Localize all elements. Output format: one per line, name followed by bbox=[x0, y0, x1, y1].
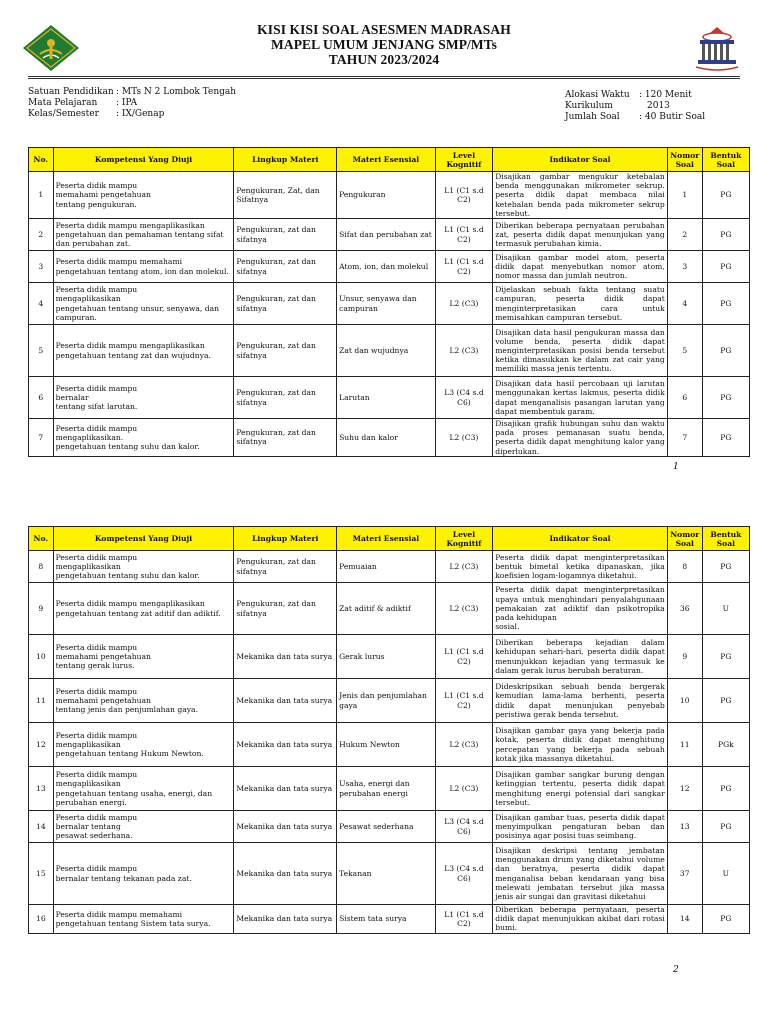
nomor-cell: 12 bbox=[667, 767, 702, 811]
lingkup-cell: Mekanika dan tata surya bbox=[234, 723, 337, 767]
lingkup-cell: Mekanika dan tata surya bbox=[234, 843, 337, 905]
table-row bbox=[29, 843, 750, 905]
materi-cell: Suhu dan kalor bbox=[337, 419, 436, 457]
lingkup-cell: Pengukuran, zat dan sifatnya bbox=[234, 283, 337, 325]
kompetensi-cell: Peserta didik mampu memahami pengetahuan tentang pengukuran. bbox=[53, 172, 234, 219]
table-row bbox=[29, 219, 750, 251]
level-cell: L1 (C1 s.d C2) bbox=[435, 679, 493, 723]
lingkup-cell: Mekanika dan tata surya bbox=[234, 767, 337, 811]
lingkup-cell: Pengukuran, zat dan sifatnya bbox=[234, 251, 337, 283]
materi-cell: Pemuaian bbox=[337, 551, 436, 583]
level-cell: L2 (C3) bbox=[435, 325, 493, 377]
row-number: 11 bbox=[29, 679, 54, 723]
page-number: 1 bbox=[673, 462, 679, 472]
indikator-cell: Disajikan gambar model atom, peserta didik dapat menyebutkan nomor atom, nomor massa dan jumlah neutron. bbox=[493, 251, 668, 283]
indikator-cell: Disajikan gambar tuas, peserta didik dapat menyimpulkan pengaturan beban dan posisinya agar posisi tuas seimbang. bbox=[493, 811, 668, 843]
info-label: Alokasi Waktu bbox=[565, 90, 630, 100]
materi-cell: Sistem tata surya bbox=[337, 905, 436, 934]
table-header-row bbox=[29, 527, 750, 551]
materi-cell: Unsur, senyawa dan campuran bbox=[337, 283, 436, 325]
row-number: 4 bbox=[29, 283, 54, 325]
table-row bbox=[29, 679, 750, 723]
indikator-cell: Disajikan data hasil percobaan uji larutan menggunakan kertas lakmus, peserta didik dapat menganalisis pasangan larutan yang dapat membentuk garam. bbox=[493, 377, 668, 419]
bentuk-cell: PG bbox=[702, 679, 749, 723]
indikator-cell: Disajikan grafik hubungan suhu dan waktu pada proses pemanasan suatu benda, peserta didik dapat menghitung kalor yang diperlukan. bbox=[493, 419, 668, 457]
nomor-cell: 2 bbox=[667, 219, 702, 251]
header-rule-top bbox=[28, 76, 740, 77]
materi-cell: Gerak lurus bbox=[337, 635, 436, 679]
lingkup-cell: Pengukuran, zat dan sifatnya bbox=[234, 419, 337, 457]
lingkup-cell: Mekanika dan tata surya bbox=[234, 635, 337, 679]
materi-cell: Pesawat sederhana bbox=[337, 811, 436, 843]
level-cell: L2 (C3) bbox=[435, 723, 493, 767]
column-header: Kompetensi Yang Diuji bbox=[53, 148, 234, 172]
indikator-cell: Peserta didik dapat menginterpretasikan upaya untuk menghindari penyalahgunaan pemakaian zat adiktif dan psikotropika pada kehidupan sosial. bbox=[493, 583, 668, 635]
header-title: KISI KISI SOAL ASESMEN MADRASAH bbox=[257, 22, 511, 37]
header-year: TAHUN 2023/2024 bbox=[328, 52, 440, 67]
lingkup-cell: Pengukuran, zat dan sifatnya bbox=[234, 219, 337, 251]
lingkup-cell: Pengukuran, zat dan sifatnya bbox=[234, 551, 337, 583]
bentuk-cell: PG bbox=[702, 635, 749, 679]
level-cell: L2 (C3) bbox=[435, 583, 493, 635]
materi-cell: Pengukuran bbox=[337, 172, 436, 219]
lingkup-cell: Pengukuran, zat dan sifatnya bbox=[234, 377, 337, 419]
kisi-table-page-1 bbox=[28, 147, 750, 457]
lingkup-cell: Pengukuran, Zat, dan Sifatnya bbox=[234, 172, 337, 219]
info-right bbox=[565, 90, 705, 123]
column-header: No. bbox=[29, 527, 54, 551]
indikator-cell: Diberikan beberapa pernyataan, peserta didik dapat menunjukkan akibat dari rotasi bumi. bbox=[493, 905, 668, 934]
column-header: No. bbox=[29, 148, 54, 172]
column-header: Nomor Soal bbox=[667, 527, 702, 551]
column-header: Level Kognitif bbox=[435, 527, 493, 551]
level-cell: L1 (C1 s.d C2) bbox=[435, 251, 493, 283]
kompetensi-cell: Peserta didik mampu mengaplikasikan pengetahuan tentang zat dan wujudnya. bbox=[53, 325, 234, 377]
kompetensi-cell: Peserta didik mampu mengaplikasikan pengetahuan tentang Hukum Newton. bbox=[53, 723, 234, 767]
indikator-cell: Dideskripsikan sebuah benda bergerak kemudian lama-lama berhenti, peserta didik dapat menunjukan penyebab peristiwa gerak benda tersebut. bbox=[493, 679, 668, 723]
row-number: 16 bbox=[29, 905, 54, 934]
level-cell: L1 (C1 s.d C2) bbox=[435, 905, 493, 934]
column-header: Indikator Soal bbox=[493, 148, 668, 172]
document-header bbox=[0, 22, 768, 67]
indikator-cell: Disajikan gambar sangkar burung dengan ketinggian tertentu, peserta didik dapat menghitung energi potensial dari sangkar tersebut. bbox=[493, 767, 668, 811]
lingkup-cell: Mekanika dan tata surya bbox=[234, 811, 337, 843]
kompetensi-cell: Peserta didik mampu memahami pengetahuan tentang atom, ion dan molekul. bbox=[53, 251, 234, 283]
table-header-row bbox=[29, 148, 750, 172]
kompetensi-cell: Peserta didik mampu memahami pengetahuan tentang gerak lurus. bbox=[53, 635, 234, 679]
bentuk-cell: U bbox=[702, 583, 749, 635]
level-cell: L2 (C3) bbox=[435, 551, 493, 583]
indikator-cell: Diberikan beberapa pernyataan perubahan zat, peserta didik dapat menunjukan yang termasuk perubahan kimia. bbox=[493, 219, 668, 251]
bentuk-cell: PG bbox=[702, 283, 749, 325]
table-row bbox=[29, 551, 750, 583]
info-label: Mata Pelajaran bbox=[28, 98, 98, 108]
nomor-cell: 3 bbox=[667, 251, 702, 283]
materi-cell: Larutan bbox=[337, 377, 436, 419]
nomor-cell: 13 bbox=[667, 811, 702, 843]
table-row bbox=[29, 283, 750, 325]
row-number: 2 bbox=[29, 219, 54, 251]
nomor-cell: 37 bbox=[667, 843, 702, 905]
header-rule-bottom bbox=[28, 78, 740, 79]
kompetensi-cell: Peserta didik mampu bernalar tentang tekanan pada zat. bbox=[53, 843, 234, 905]
row-number: 14 bbox=[29, 811, 54, 843]
level-cell: L1 (C1 s.d C2) bbox=[435, 635, 493, 679]
materi-cell: Atom, ion, dan molekul bbox=[337, 251, 436, 283]
bentuk-cell: PGk bbox=[702, 723, 749, 767]
column-header: Bentuk Soal bbox=[702, 148, 749, 172]
lingkup-cell: Mekanika dan tata surya bbox=[234, 905, 337, 934]
table-row bbox=[29, 583, 750, 635]
row-number: 8 bbox=[29, 551, 54, 583]
nomor-cell: 36 bbox=[667, 583, 702, 635]
row-number: 10 bbox=[29, 635, 54, 679]
indikator-cell: Disajikan gambar mengukur ketebalan benda menggunakan mikrometer sekrup. peserta didik dapat membaca nilai ketebalan benda pada mikrometer sekrup tersebut. bbox=[493, 172, 668, 219]
level-cell: L3 (C4 s.d C6) bbox=[435, 843, 493, 905]
materi-cell: Hukum Newton bbox=[337, 723, 436, 767]
row-number: 6 bbox=[29, 377, 54, 419]
row-number: 12 bbox=[29, 723, 54, 767]
info-value: : 40 Butir Soal bbox=[639, 112, 706, 122]
level-cell: L2 (C3) bbox=[435, 419, 493, 457]
column-header: Lingkup Materi bbox=[234, 527, 337, 551]
level-cell: L1 (C1 s.d C2) bbox=[435, 172, 493, 219]
materi-cell: Jenis dan penjumlahan gaya bbox=[337, 679, 436, 723]
row-number: 7 bbox=[29, 419, 54, 457]
table-row bbox=[29, 811, 750, 843]
indikator-cell: Disajikan gambar gaya yang bekerja pada kotak, peserta didik dapat menghitung percepatan yang bekerja pada sebuah kotak jika massanya diketahui. bbox=[493, 723, 668, 767]
level-cell: L2 (C3) bbox=[435, 283, 493, 325]
table-row bbox=[29, 767, 750, 811]
page-number: 2 bbox=[673, 965, 679, 975]
info-value: : 120 Menit bbox=[639, 90, 692, 100]
kompetensi-cell: Peserta didik mampu mengaplikasikan pengetahuan dan pemahaman tentang sifat dan perubahan zat. bbox=[53, 219, 234, 251]
bentuk-cell: PG bbox=[702, 905, 749, 934]
kompetensi-cell: Peserta didik mampu mengaplikasikan. pengetahuan tentang suhu dan kalor. bbox=[53, 419, 234, 457]
bentuk-cell: PG bbox=[702, 251, 749, 283]
column-header: Materi Esensial bbox=[337, 527, 436, 551]
column-header: Indikator Soal bbox=[493, 527, 668, 551]
column-header: Lingkup Materi bbox=[234, 148, 337, 172]
nomor-cell: 7 bbox=[667, 419, 702, 457]
header-subject: MAPEL UMUM JENJANG SMP/MTs bbox=[271, 37, 497, 52]
bentuk-cell: PG bbox=[702, 219, 749, 251]
table-row bbox=[29, 377, 750, 419]
info-value: : IX/Genap bbox=[116, 109, 165, 119]
info-label: Kelas/Semester bbox=[28, 109, 99, 119]
bentuk-cell: PG bbox=[702, 419, 749, 457]
materi-cell: Usaha, energi dan perubahan energi bbox=[337, 767, 436, 811]
bentuk-cell: U bbox=[702, 843, 749, 905]
materi-cell: Zat dan wujudnya bbox=[337, 325, 436, 377]
row-number: 13 bbox=[29, 767, 54, 811]
info-label: Jumlah Soal bbox=[565, 112, 620, 122]
column-header: Bentuk Soal bbox=[702, 527, 749, 551]
level-cell: L2 (C3) bbox=[435, 767, 493, 811]
info-value: : MTs N 2 Lombok Tengah bbox=[116, 87, 237, 97]
bentuk-cell: PG bbox=[702, 325, 749, 377]
indikator-cell: Diberikan beberapa kejadian dalam kehidupan sehari-hari, peserta didik dapat menunjukkan kejadian yang termasuk ke dalam gerak lurus berubah beraturan. bbox=[493, 635, 668, 679]
table-row bbox=[29, 325, 750, 377]
nomor-cell: 5 bbox=[667, 325, 702, 377]
table-row bbox=[29, 172, 750, 219]
bentuk-cell: PG bbox=[702, 172, 749, 219]
kompetensi-cell: Peserta didik mampu mengaplikasikan pengetahuan tentang unsur, senyawa, dan campuran. bbox=[53, 283, 234, 325]
level-cell: L3 (C4 s.d C6) bbox=[435, 377, 493, 419]
bentuk-cell: PG bbox=[702, 551, 749, 583]
info-label: Satuan Pendidikan bbox=[28, 87, 114, 97]
lingkup-cell: Pengukuran, zat dan sifatnya bbox=[234, 583, 337, 635]
lingkup-cell: Mekanika dan tata surya bbox=[234, 679, 337, 723]
nomor-cell: 6 bbox=[667, 377, 702, 419]
kisi-table-page-2 bbox=[28, 526, 750, 934]
nomor-cell: 14 bbox=[667, 905, 702, 934]
table-row bbox=[29, 905, 750, 934]
info-value: : IPA bbox=[116, 98, 138, 108]
info-value: 2013 bbox=[647, 101, 670, 111]
column-header: Nomor Soal bbox=[667, 148, 702, 172]
indikator-cell: Peserta didik dapat menginterpretasikan bentuk bimetal ketika dipanaskan, jika koefisien logam-logamnya diketahui. bbox=[493, 551, 668, 583]
nomor-cell: 11 bbox=[667, 723, 702, 767]
nomor-cell: 1 bbox=[667, 172, 702, 219]
table-row bbox=[29, 723, 750, 767]
level-cell: L3 (C4 s.d C6) bbox=[435, 811, 493, 843]
column-header: Level Kognitif bbox=[435, 148, 493, 172]
info-label: Kurikulum bbox=[565, 101, 613, 111]
kompetensi-cell: Peserta didik mampu mengaplikasikan pengetahuan tentang usaha, energi, dan perubahan energi. bbox=[53, 767, 234, 811]
table-row bbox=[29, 419, 750, 457]
level-cell: L1 (C1 s.d C2) bbox=[435, 219, 493, 251]
kompetensi-cell: Peserta didik mampu mengaplikasikan pengetahuan tentang zat aditif dan adiktif. bbox=[53, 583, 234, 635]
indikator-cell: Disajikan deskripsi tentang jembatan menggunakan drum yang diketahui volume dan beratnya, peserta didik dapat menganalisa beban kendaraan yang bisa melewati jembatan tersebut jika massa jenis air sungai dan gravitasi diketahui bbox=[493, 843, 668, 905]
indikator-cell: Dijelaskan sebuah fakta tentang suatu campuran, peserta didik dapat menginterpretasikan cara untuk memisahkan campuran tersebut. bbox=[493, 283, 668, 325]
kompetensi-cell: Peserta didik mampu memahami pengetahuan tentang Sistem tata surya. bbox=[53, 905, 234, 934]
info-left bbox=[28, 87, 236, 120]
kompetensi-cell: Peserta didik mampu bernalar tentang sifat larutan. bbox=[53, 377, 234, 419]
bentuk-cell: PG bbox=[702, 811, 749, 843]
row-number: 15 bbox=[29, 843, 54, 905]
materi-cell: Sifat dan perubahan zat bbox=[337, 219, 436, 251]
nomor-cell: 10 bbox=[667, 679, 702, 723]
indikator-cell: Disajikan data hasil pengukuran massa dan volume benda, peserta didik dapat menginterpretasikan posisi benda tersebut ketika dimasukkan ke dalam zat cair yang memiliki massa jenis tertentu. bbox=[493, 325, 668, 377]
table-row bbox=[29, 635, 750, 679]
nomor-cell: 9 bbox=[667, 635, 702, 679]
row-number: 5 bbox=[29, 325, 54, 377]
kompetensi-cell: Peserta didik mampu mengaplikasikan pengetahuan tentang suhu dan kalor. bbox=[53, 551, 234, 583]
kompetensi-cell: Peserta didik mampu memahami pengetahuan tentang jenis dan penjumlahan gaya. bbox=[53, 679, 234, 723]
nomor-cell: 4 bbox=[667, 283, 702, 325]
kompetensi-cell: Peserta didik mampu bernalar tentang pesawat sederhana. bbox=[53, 811, 234, 843]
row-number: 3 bbox=[29, 251, 54, 283]
column-header: Materi Esensial bbox=[337, 148, 436, 172]
row-number: 1 bbox=[29, 172, 54, 219]
nomor-cell: 8 bbox=[667, 551, 702, 583]
bentuk-cell: PG bbox=[702, 377, 749, 419]
lingkup-cell: Pengukuran, zat dan sifatnya bbox=[234, 325, 337, 377]
column-header: Kompetensi Yang Diuji bbox=[53, 527, 234, 551]
table-row bbox=[29, 251, 750, 283]
bentuk-cell: PG bbox=[702, 767, 749, 811]
materi-cell: Tekanan bbox=[337, 843, 436, 905]
materi-cell: Zat aditif & adiktif bbox=[337, 583, 436, 635]
row-number: 9 bbox=[29, 583, 54, 635]
